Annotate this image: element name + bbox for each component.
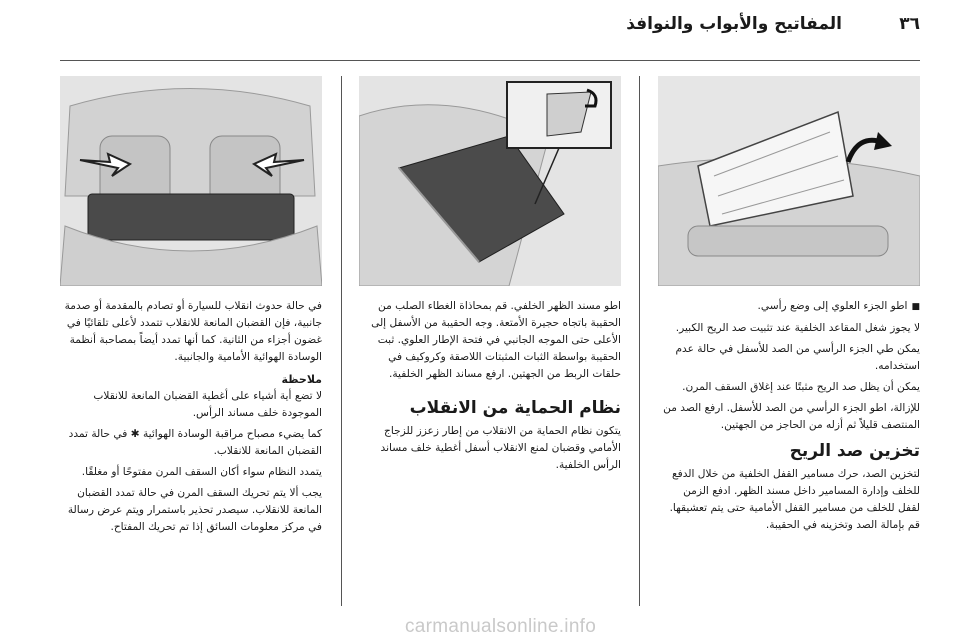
wind-deflector-fold-icon (658, 76, 920, 286)
section-heading: نظام الحماية من الانقلاب (409, 398, 621, 418)
paragraph: لا يجوز شغل المقاعد الخلفية عند تثبيت صد الريح الكبير. (675, 322, 920, 334)
paragraph: يجب ألا يتم تحريك السقف المرن في حالة تمدد القضبان المانعة للانقلاب. سيصدر تحذير باستمرار ويتم عرض رسالة في مركز معلومات السائق إذا تم تحريك المفتاح. (67, 487, 322, 533)
wind-deflector-bag-icon (359, 76, 621, 286)
header-rule (60, 60, 920, 61)
paragraph: للإزالة، اطو الجزء الرأسي من الصد للأسفل. ارفع الصد من المنتصف قليلاً ثم أزله من الحاجز من الجهتين. (663, 402, 920, 431)
watermark: carmanualsonline.info (405, 616, 597, 637)
page-title: المفاتيح والأبواب والنوافذ (626, 14, 842, 34)
page-header (60, 14, 920, 38)
page-number: ٣٦ (899, 14, 920, 34)
square-bullet-icon: ■ (911, 302, 920, 312)
paragraph: يتكون نظام الحماية من الانقلاب من إطار زعزز للزجاج الأمامي وقضبان لمنع الانقلاب أسفل أغطية خلف مساند الرأس الخلفية. (380, 425, 621, 471)
paragraph: لا تضع أية أشياء على أغطية القضبان المانعة للانقلاب الموجودة خلف مساند الرأس. (93, 390, 322, 419)
deflector-fold-illustration (658, 76, 920, 286)
paragraph: يمكن طي الجزء الرأسي من الصد للأسفل في حالة عدم استخدامه. (675, 343, 920, 372)
car-rear-seats-icon (60, 76, 322, 286)
airbag-warning-icon: ✱ (130, 428, 140, 440)
text-column-right (658, 298, 920, 538)
note-heading: ملاحظة (281, 373, 322, 386)
column-divider (341, 76, 342, 606)
instruction-bullet: ■اطو الجزء العلوي إلى وضع رأسي. (757, 300, 920, 312)
paragraph: لتخزين الصد، حرك مسامير القفل الخلفية من خلال الدفع للخلف وإدارة المسامير داخل مسند الظهر. ادفع الزمن لقفل للخلف من مسامير القفل الأمامية حتى يتم تعشيقها. قم بإمالة الصد وتخزينه في الحقيبة. (669, 468, 920, 531)
rear-seats-illustration (60, 76, 322, 286)
paragraph: اطو مسند الظهر الخلفي. قم بمحاذاة الغطاء الصلب من الحقيبة باتجاه حجيرة الأمتعة. وجه الحقيبة من الأسفل إلى الأعلى حتى الموجه الجانبي في فتحة الإطار العلوي. ثبت الحقيبة بواسطة الثبات المثبتات اللاصقة وكروكيف في حلقات الربط من الجهتين. ارفع مساند الظهر الخلفية. (371, 300, 621, 380)
paragraph: كما يضيء مصباح مراقبة الوسادة الهوائية ✱ في حالة تمدد القضبان المانعة للانقلاب. (68, 428, 322, 457)
deflector-bag-illustration (359, 76, 621, 286)
section-heading: تخزين صد الريح (789, 441, 920, 461)
column-divider-2 (639, 76, 640, 606)
text-column-middle (359, 298, 621, 478)
paragraph: في حالة حدوث انقلاب للسيارة أو تصادم بالمقدمة أو صدمة جانبية، فإن القضبان المانعة للانقلاب تتمدد لأعلى تلقائيًا في غضون أجزاء من الثانية. كما أنها تمدد أيضاً بمصاحبة أنظمة الوسادة الهوائية الأمامية والجانبية. (64, 300, 322, 363)
paragraph: يتمدد النظام سواء أكان السقف المرن مفتوحًا أو مغلقًا. (81, 466, 322, 478)
paragraph: يمكن أن يظل صد الريح مثبتًا عند إغلاق السقف المرن. (682, 381, 920, 393)
text-column-left (60, 298, 322, 540)
